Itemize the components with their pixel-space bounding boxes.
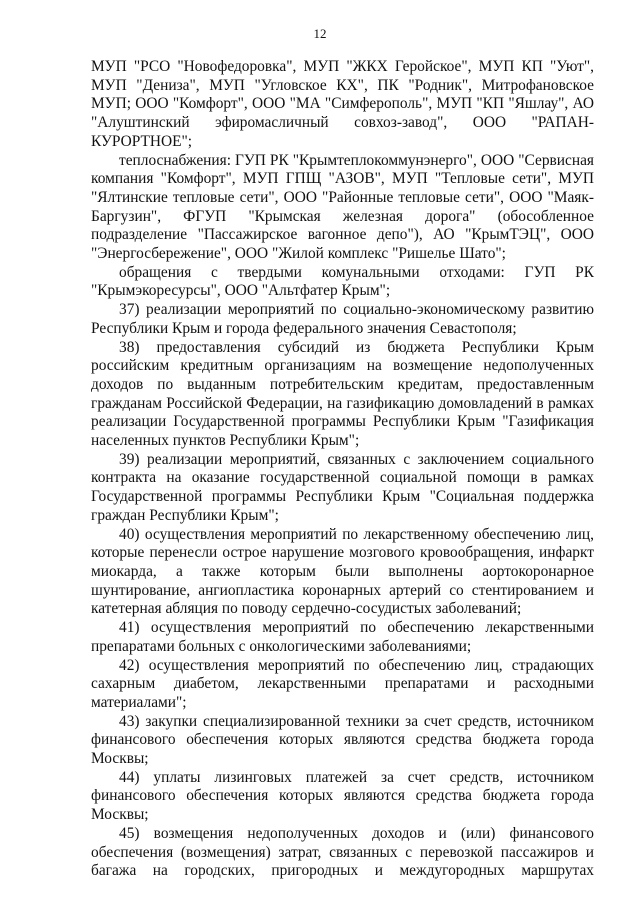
paragraph-item-40: 40) осуществления мероприятий по лекарственному обеспечению лиц, которые перенесли острое нарушение мозгового кровообращения, инфаркт миокарда, а также которым были выполнены аортокоронарное шунтирование, ангиопластика коронарных артерий со стентированием и катетерная абляция по поводу сердечно-сосудистых заболеваний;: [91, 525, 594, 618]
paragraph-item-44: 44) уплаты лизинговых платежей за счет средств, источником финансового обеспечения которых являются средства бюджета города Москвы;: [91, 768, 594, 824]
paragraph-water-utilities: МУП "РСО "Новофедоровка", МУП "ЖКХ Геройское", МУП КП "Уют", МУП "Дениза", МУП "Угловское КХ", ПК "Родник", Митрофановское МУП; ООО "Комфорт", ООО "МА "Симферополь", МУП "КП "Яшлау", АО "Алуштинский эфиромасличный совхоз-завод", ООО "РАПАН-КУРОРТНОЕ";: [91, 58, 594, 150]
paragraph-item-37: 37) реализации мероприятий по социально-экономическому развитию Республики Крым и города федерального значения Севастополя;: [91, 301, 594, 337]
page-number: 12: [313, 26, 327, 41]
paragraph-heat-supply: теплоснабжения: ГУП РК "Крымтеплокоммунэнерго", ООО "Сервисная компания "Комфорт", МУП ГПЩ "АЗОВ", МУП "Тепловые сети", МУП "Ялтинские тепловые сети", ООО "Районные тепловые сети", ООО "Маяк-Баргузин", ФГУП "Крымская железная дорога" (обособленное подразделение "Пассажирское вагонное депо"), АО "КрымТЭЦ", ООО "Энергосбережение", ООО "Жилой комплекс "Ришелье Шато";: [91, 151, 594, 263]
paragraph-item-41: 41) осуществления мероприятий по обеспечению лекарственными препаратами больных с онкологическими заболеваниями;: [91, 619, 594, 655]
document-body: [91, 58, 594, 881]
paragraph-item-45: 45) возмещения недополученных доходов и (или) финансового обеспечения (возмещения) затрат, связанных с перевозкой пассажиров и багажа на городских, пригородных и междугородных маршрутах: [91, 824, 594, 880]
paragraph-item-43: 43) закупки специализированной техники за счет средств, источником финансового обеспечения которых являются средства бюджета города Москвы;: [91, 712, 594, 768]
paragraph-item-38: 38) предоставления субсидий из бюджета Республики Крым российским кредитным организациям на возмещение недополученных доходов по выданным потребительским кредитам, предоставленным гражданам Российской Федерации, на газификацию домовладений в рамках реализации Государственной программы Республики Крым "Газификация населенных пунктов Республики Крым";: [91, 338, 594, 450]
paragraph-item-39: 39) реализации мероприятий, связанных с заключением социального контракта на оказание государственной социальной помощи в рамках Государственной программы Республики Крым "Социальная поддержка граждан Республики Крым";: [91, 450, 594, 524]
paragraph-item-42: 42) осуществления мероприятий по обеспечению лиц, страдающих сахарным диабетом, лекарственными препаратами и расходными материалами";: [91, 656, 594, 711]
paragraph-waste-management: обращения с твердыми комунальными отходами: ГУП РК "Крымэкоресурсы", ООО "Альтфатер Крым";: [91, 263, 594, 300]
